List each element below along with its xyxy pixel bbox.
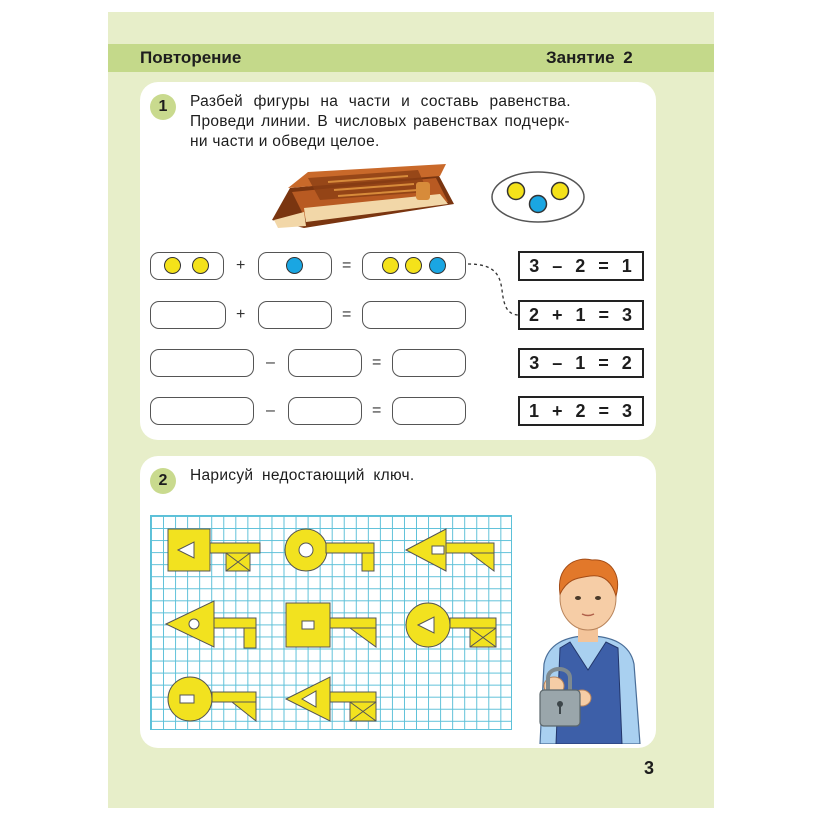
empty-part-box[interactable] [392, 397, 466, 425]
lesson-title: Занятие 2 [546, 48, 633, 67]
task1-number: 1 [150, 94, 176, 120]
key-figure [168, 677, 256, 721]
part-box-1[interactable] [150, 252, 224, 280]
dots-set-oval [490, 170, 586, 224]
equation-4: 1 + 2 = 3 [518, 396, 644, 426]
minus-sign: – [266, 354, 275, 371]
equation-1: 3 – 2 = 1 [518, 251, 644, 281]
whole-box[interactable] [362, 252, 466, 280]
task1-line-3: ни части и обведи целое. [190, 133, 380, 150]
empty-part-box[interactable] [288, 349, 362, 377]
equals-sign: = [342, 257, 352, 274]
key-figure [406, 529, 494, 571]
empty-part-box[interactable] [392, 349, 466, 377]
key-figure [166, 601, 256, 648]
key-figure [168, 529, 260, 571]
part-box-2[interactable] [258, 252, 332, 280]
blue-dot [429, 257, 446, 274]
equation-3: 3 – 1 = 2 [518, 348, 644, 378]
yellow-dot [405, 257, 422, 274]
boy-with-lock-image [526, 552, 650, 744]
equation-2: 2 + 1 = 3 [518, 300, 644, 330]
plus-sign: + [236, 257, 246, 274]
yellow-dot [164, 257, 181, 274]
keys-layer [150, 515, 512, 730]
minus-sign: – [266, 402, 275, 419]
plus-sign: + [236, 306, 246, 323]
key-figure [286, 603, 376, 647]
key-figure [406, 603, 496, 647]
task1-line-2: Проведи линии. В числовых равенствах подчерк- [190, 113, 570, 130]
page-number: 3 [644, 758, 655, 778]
empty-whole-box[interactable] [150, 397, 254, 425]
equals-sign: = [372, 354, 382, 371]
yellow-dot [192, 257, 209, 274]
empty-whole-box[interactable] [150, 349, 254, 377]
key-figure [285, 529, 374, 571]
equals-sign: = [372, 402, 382, 419]
task2-text: Нарисуй недостающий ключ. [190, 467, 415, 484]
empty-part-box[interactable] [258, 301, 332, 329]
task1-line-1: Разбей фигуры на части и составь равенства. [190, 93, 571, 110]
task2-number: 2 [150, 468, 176, 494]
blue-dot [286, 257, 303, 274]
empty-part-box[interactable] [150, 301, 226, 329]
section-title: Повторение [140, 48, 242, 67]
book-image [268, 164, 460, 230]
empty-part-box[interactable] [288, 397, 362, 425]
dashed-connector [466, 260, 520, 320]
yellow-dot [382, 257, 399, 274]
equals-sign: = [342, 306, 352, 323]
empty-whole-box[interactable] [362, 301, 466, 329]
key-figure [286, 677, 376, 721]
